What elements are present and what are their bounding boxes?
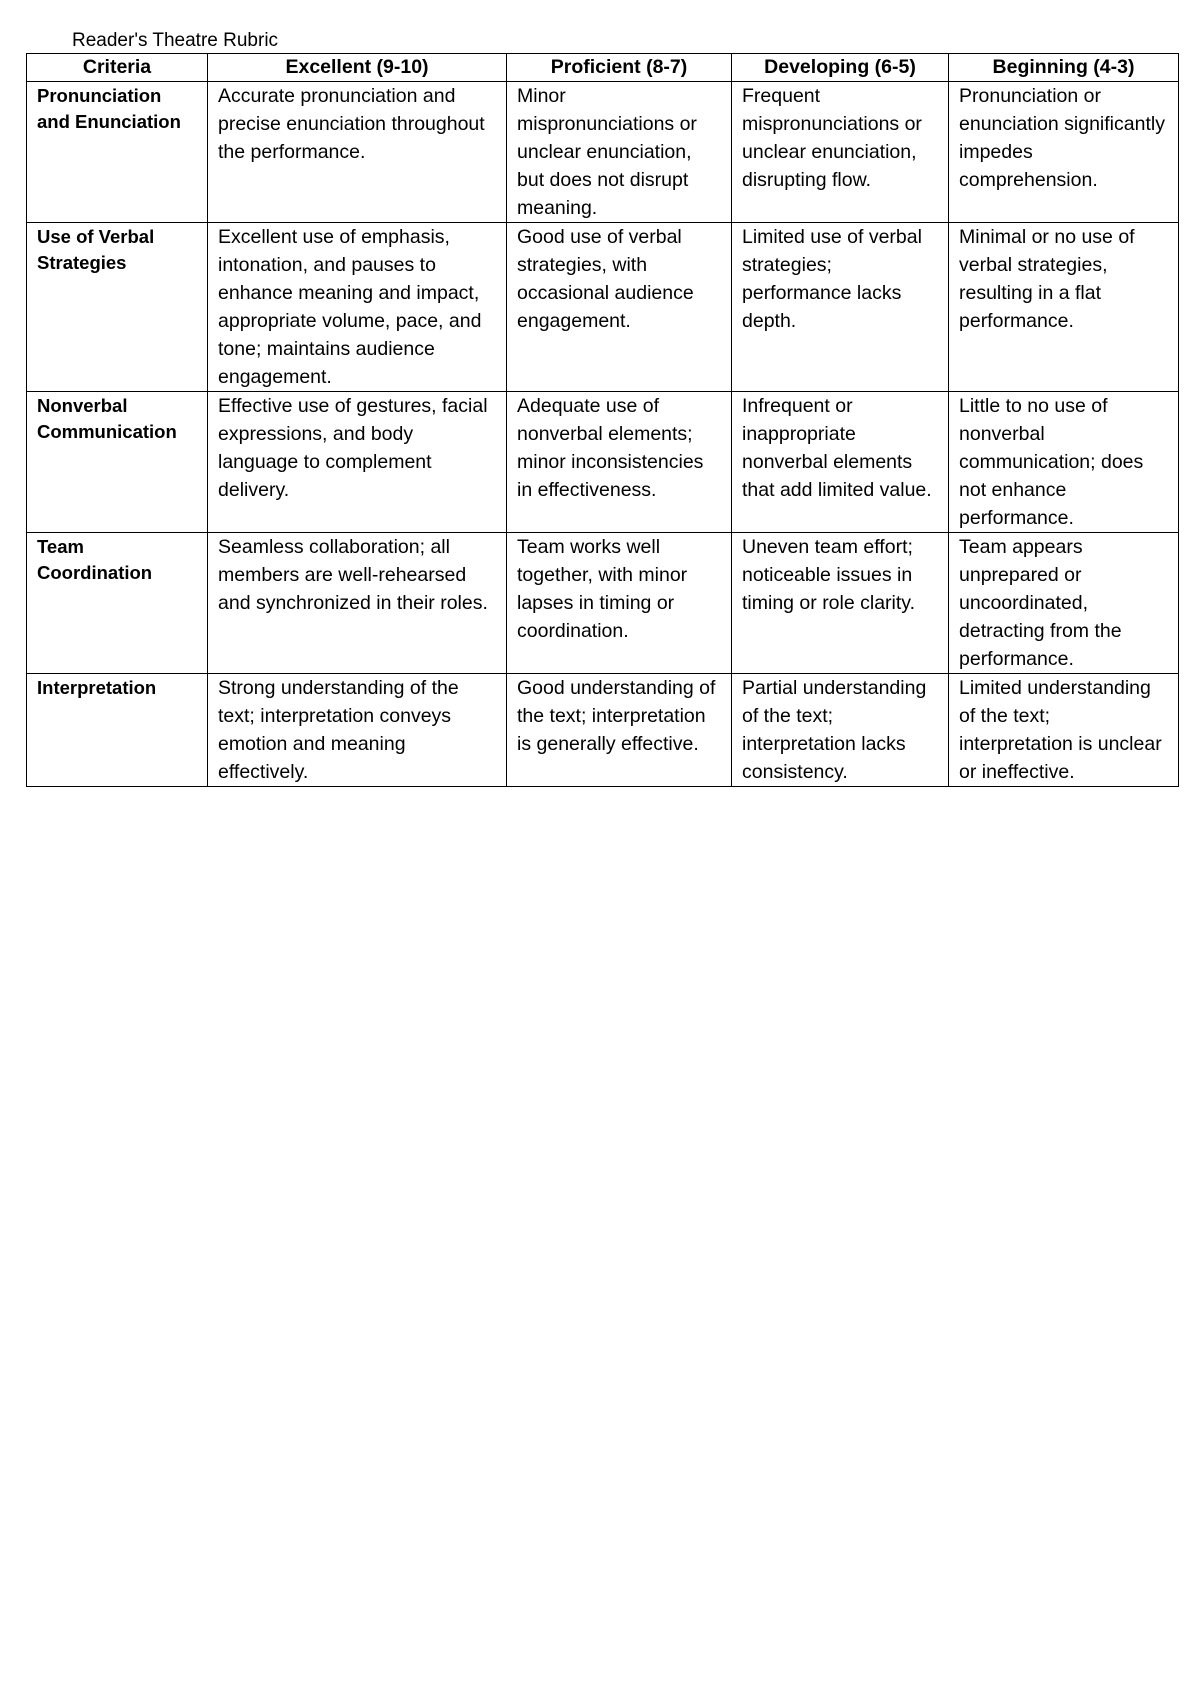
beginning-cell: Minimal or no use of verbal strategies, resulting in a flat performance. bbox=[949, 223, 1179, 392]
excellent-cell: Effective use of gestures, facial expressions, and body language to complement delivery. bbox=[208, 392, 507, 533]
beginning-cell: Pronunciation or enunciation significantly impedes comprehension. bbox=[949, 82, 1179, 223]
criteria-cell: Use of Verbal Strategies bbox=[27, 223, 208, 392]
proficient-cell: Adequate use of nonverbal elements; minor inconsistencies in effectiveness. bbox=[507, 392, 732, 533]
developing-cell: Uneven team effort; noticeable issues in timing or role clarity. bbox=[732, 533, 949, 674]
header-criteria: Criteria bbox=[27, 54, 208, 82]
table-row bbox=[27, 82, 1179, 223]
header-beginning: Beginning (4-3) bbox=[949, 54, 1179, 82]
table-row bbox=[27, 223, 1179, 392]
excellent-cell: Excellent use of emphasis, intonation, and pauses to enhance meaning and impact, appropriate volume, pace, and tone; maintains audience engagement. bbox=[208, 223, 507, 392]
excellent-cell: Strong understanding of the text; interpretation conveys emotion and meaning effectively. bbox=[208, 674, 507, 787]
beginning-cell: Little to no use of nonverbal communication; does not enhance performance. bbox=[949, 392, 1179, 533]
beginning-cell: Limited understanding of the text; interpretation is unclear or ineffective. bbox=[949, 674, 1179, 787]
header-excellent: Excellent (9-10) bbox=[208, 54, 507, 82]
developing-cell: Partial understanding of the text; interpretation lacks consistency. bbox=[732, 674, 949, 787]
proficient-cell: Good use of verbal strategies, with occasional audience engagement. bbox=[507, 223, 732, 392]
header-developing: Developing (6-5) bbox=[732, 54, 949, 82]
proficient-cell: Team works well together, with minor lapses in timing or coordination. bbox=[507, 533, 732, 674]
beginning-cell: Team appears unprepared or uncoordinated, detracting from the performance. bbox=[949, 533, 1179, 674]
excellent-cell: Accurate pronunciation and precise enunciation throughout the performance. bbox=[208, 82, 507, 223]
proficient-cell: Good understanding of the text; interpretation is generally effective. bbox=[507, 674, 732, 787]
developing-cell: Infrequent or inappropriate nonverbal elements that add limited value. bbox=[732, 392, 949, 533]
header-proficient: Proficient (8-7) bbox=[507, 54, 732, 82]
criteria-cell: Pronunciation and Enunciation bbox=[27, 82, 208, 223]
developing-cell: Frequent mispronunciations or unclear enunciation, disrupting flow. bbox=[732, 82, 949, 223]
criteria-cell: Interpretation bbox=[27, 674, 208, 787]
table-row bbox=[27, 674, 1179, 787]
excellent-cell: Seamless collaboration; all members are well-rehearsed and synchronized in their roles. bbox=[208, 533, 507, 674]
criteria-cell: Nonverbal Communication bbox=[27, 392, 208, 533]
proficient-cell: Minor mispronunciations or unclear enunciation, but does not disrupt meaning. bbox=[507, 82, 732, 223]
document-title: Reader's Theatre Rubric bbox=[72, 30, 279, 51]
criteria-cell: Team Coordination bbox=[27, 533, 208, 674]
rubric-table bbox=[26, 53, 1179, 787]
developing-cell: Limited use of verbal strategies; performance lacks depth. bbox=[732, 223, 949, 392]
table-row bbox=[27, 533, 1179, 674]
header-row bbox=[27, 54, 1179, 82]
table-row bbox=[27, 392, 1179, 533]
